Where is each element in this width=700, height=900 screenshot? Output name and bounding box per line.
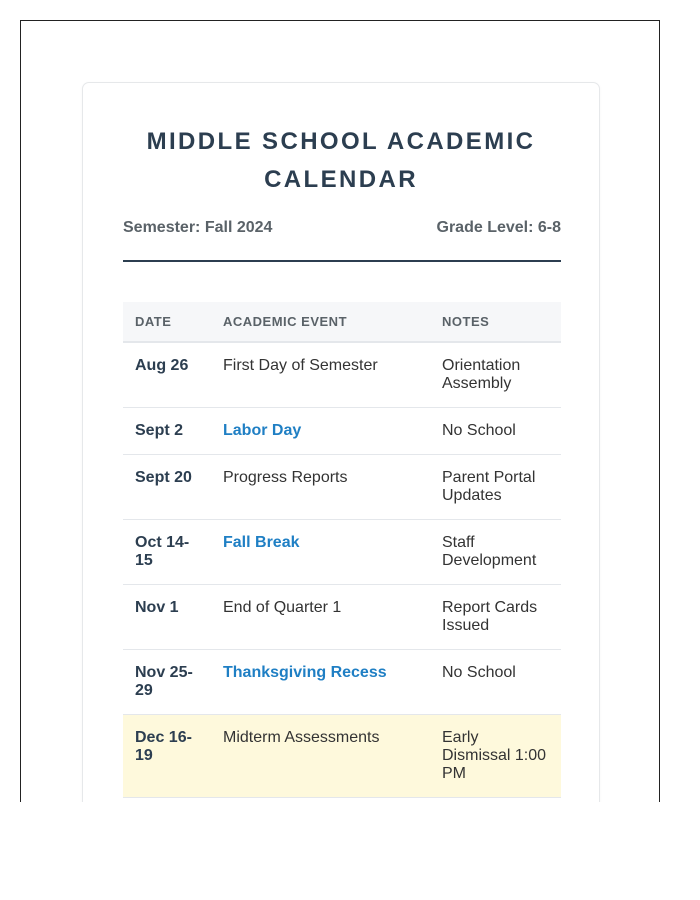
row-event: End of Quarter 1 [211, 585, 430, 650]
row-notes: No School [430, 650, 561, 715]
row-notes: Orientation Assembly [430, 342, 561, 408]
table-row [123, 342, 561, 408]
semester-label: Semester: Fall 2024 [123, 219, 273, 236]
row-event-link[interactable]: Labor Day [211, 408, 430, 455]
column-header-notes: NOTES [430, 302, 561, 342]
row-event: First Day of Semester [211, 342, 430, 408]
table-row-highlighted [123, 715, 561, 798]
row-event: Progress Reports [211, 455, 430, 520]
table-row [123, 408, 561, 455]
row-notes: Staff Development [430, 520, 561, 585]
calendar-meta [123, 219, 561, 237]
row-notes: No School [430, 408, 561, 455]
row-notes: Report Cards Issued [430, 585, 561, 650]
table-row [123, 585, 561, 650]
table-row [123, 455, 561, 520]
row-date: Aug 26 [123, 342, 211, 408]
table-row [123, 520, 561, 585]
row-event-link[interactable]: Fall Break [211, 520, 430, 585]
row-date: Oct 14-15 [123, 520, 211, 585]
table-row [123, 650, 561, 715]
column-header-date: DATE [123, 302, 211, 342]
column-header-event: ACADEMIC EVENT [211, 302, 430, 342]
row-event: Midterm Assessments [211, 715, 430, 798]
calendar-card [82, 82, 600, 802]
header-divider [123, 260, 561, 262]
row-date: Sept 2 [123, 408, 211, 455]
calendar-table [123, 302, 561, 798]
grade-level-label: Grade Level: 6-8 [436, 219, 561, 236]
document-frame [20, 20, 660, 802]
row-event-link[interactable]: Thanksgiving Recess [211, 650, 430, 715]
row-date: Nov 25-29 [123, 650, 211, 715]
row-notes: Parent Portal Updates [430, 455, 561, 520]
row-date: Sept 20 [123, 455, 211, 520]
table-header [123, 302, 561, 342]
row-notes: Early Dismissal 1:00 PM [430, 715, 561, 798]
page-title: MIDDLE SCHOOL ACADEMIC CALENDAR [146, 128, 536, 193]
row-date: Dec 16-19 [123, 715, 211, 798]
row-date: Nov 1 [123, 585, 211, 650]
